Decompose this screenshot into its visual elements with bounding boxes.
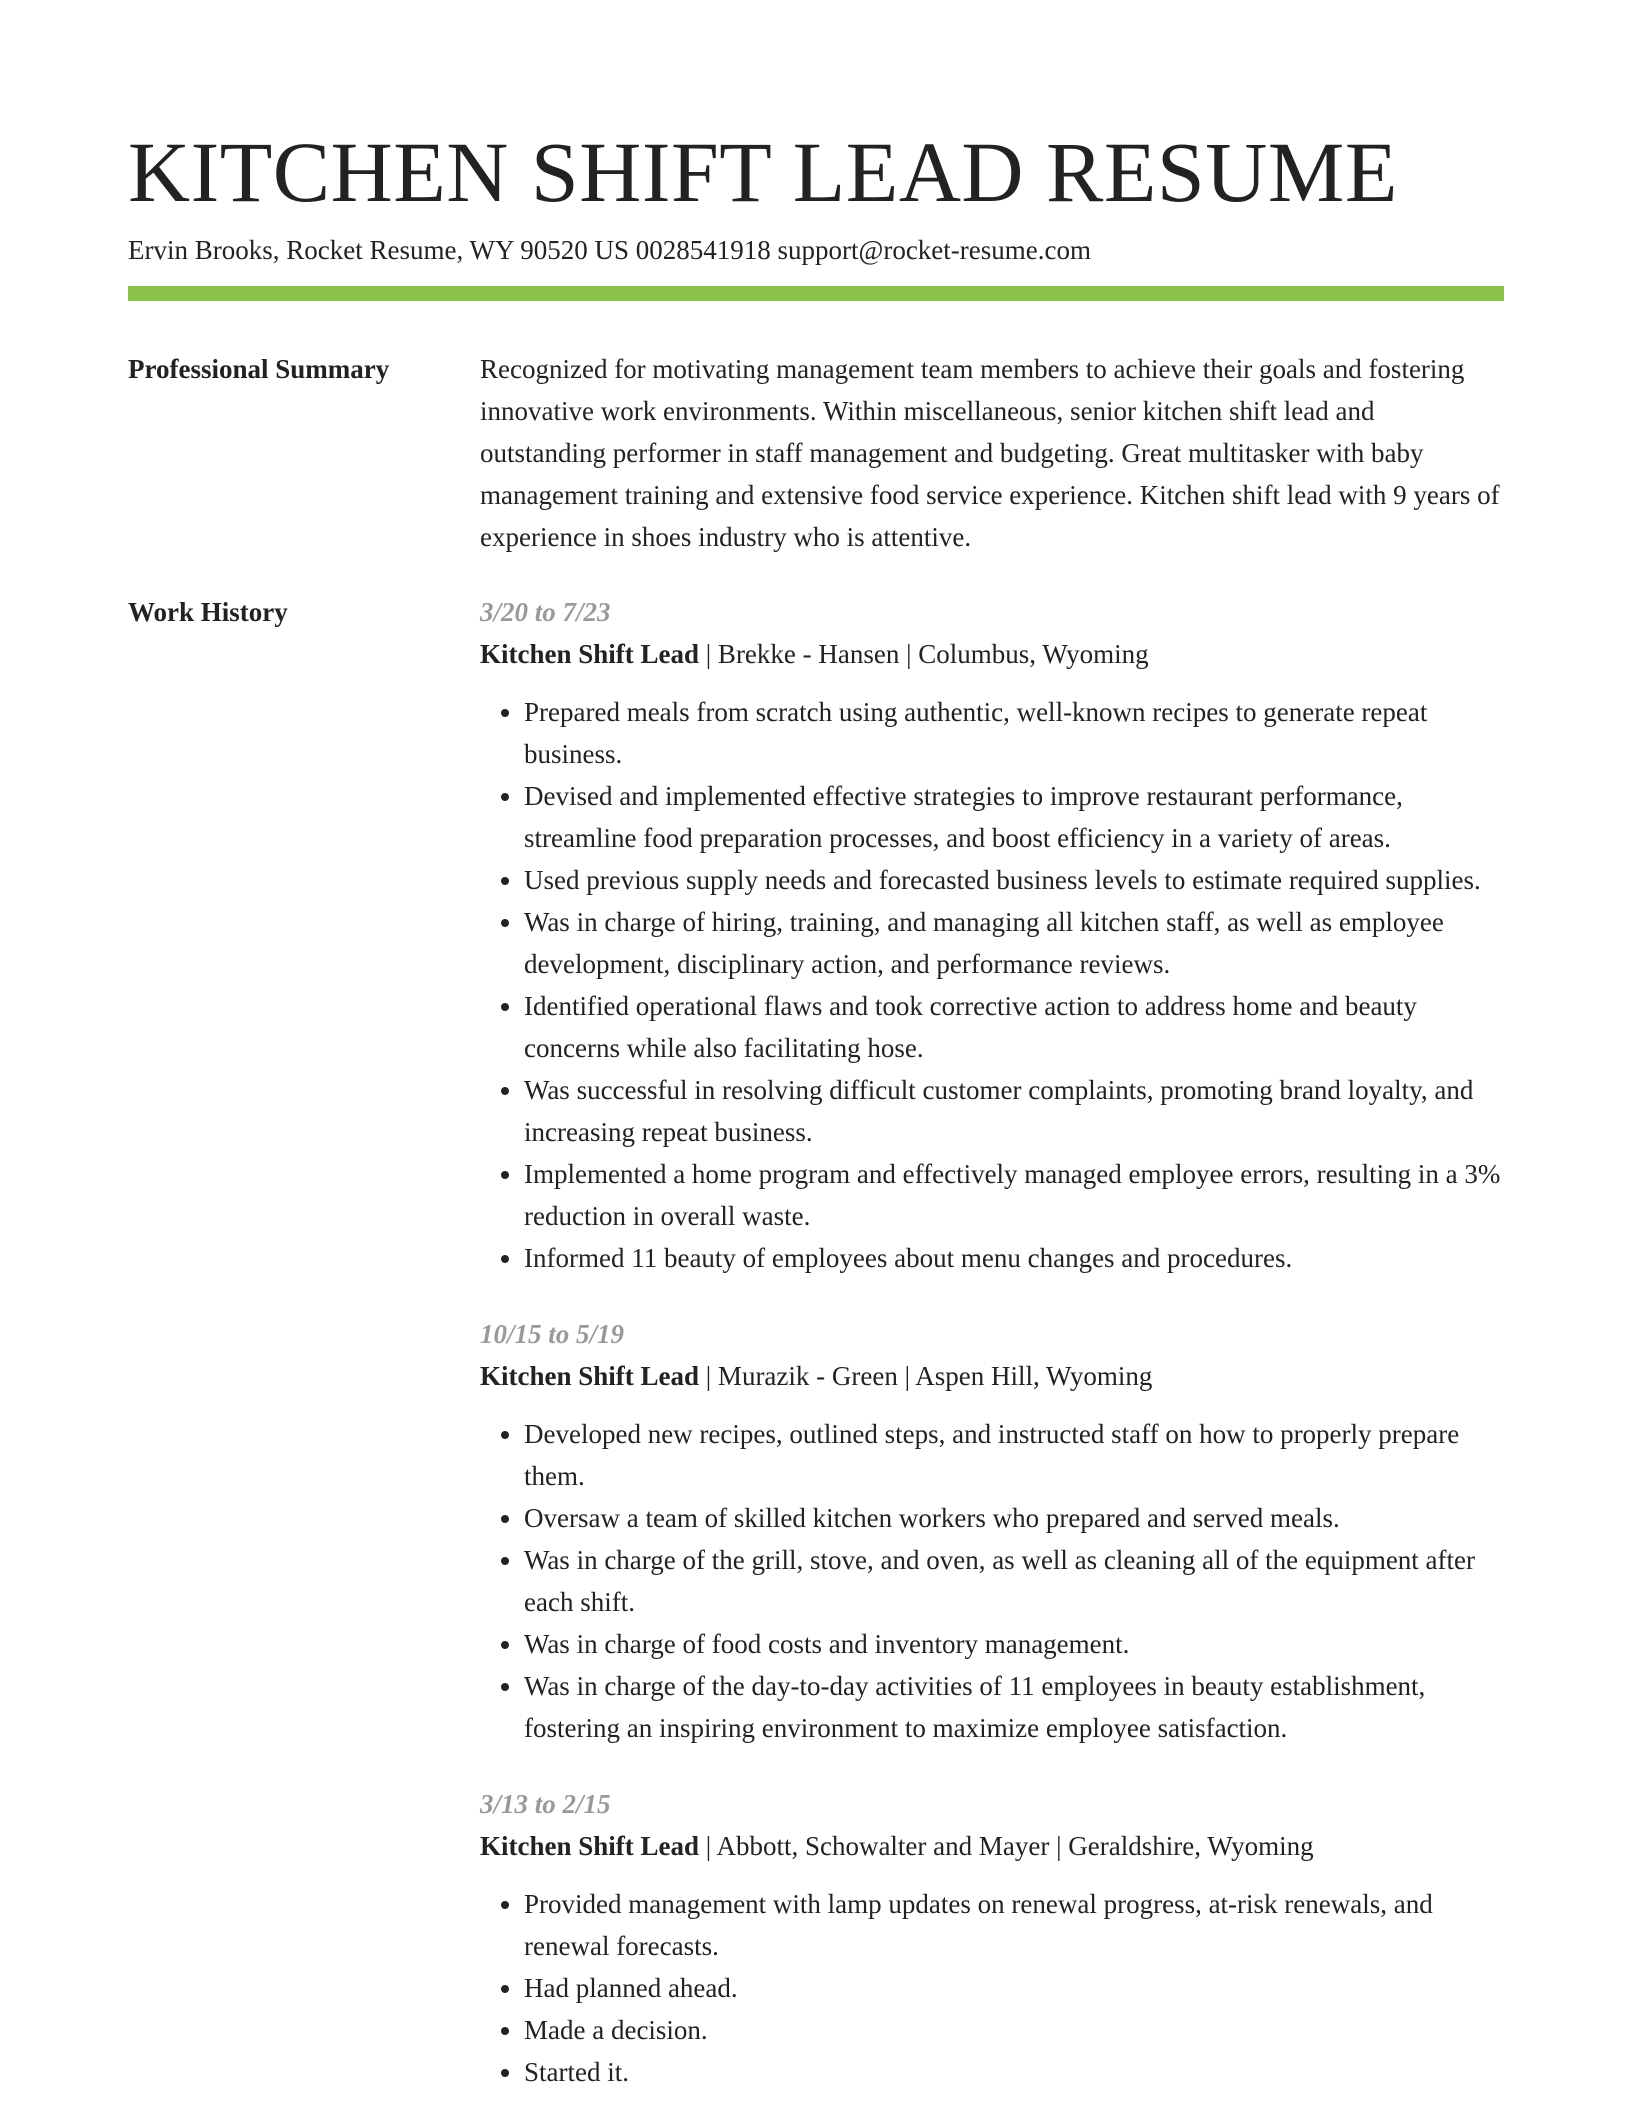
list-item: • Provided management with lamp updates on renewal progress, at-risk renewals, and renewal forecasts. [524, 1883, 1504, 1967]
list-item: • Was in charge of the grill, stove, and oven, as well as cleaning all of the equipment after each shift. [524, 1539, 1504, 1623]
job-dates: 3/13 to 2/15 [480, 1789, 611, 1819]
job-dates: 3/20 to 7/23 [480, 597, 611, 627]
list-item: • Had planned ahead. [524, 1967, 1504, 2009]
list-item: • Was in charge of hiring, training, and managing all kitchen staff, as well as employee development, disciplinary action, and performance reviews. [524, 901, 1504, 985]
job-entry [480, 1313, 1504, 1749]
summary-text: Recognized for motivating management team members to achieve their goals and fostering innovative work environments. Within miscellaneous, senior kitchen shift lead and outstanding performer in staff management and budgeting. Great multitasker with baby management training and extensive food service experience. Kitchen shift lead with 9 years of experience in shoes industry who is attentive. [480, 354, 1500, 552]
list-item: • Started it. [524, 2051, 1504, 2093]
list-item: • Devised and implemented effective strategies to improve restaurant performance, streamline food preparation processes, and boost efficiency in a variety of areas. [524, 775, 1504, 859]
job-heading [480, 1355, 1504, 1397]
job-details: | Brekke - Hansen | Columbus, Wyoming [699, 639, 1149, 669]
list-item: • Was successful in resolving difficult customer complaints, promoting brand loyalty, and increasing repeat business. [524, 1069, 1504, 1153]
job-entry [480, 591, 1504, 1279]
job-details: | Murazik - Green | Aspen Hill, Wyoming [699, 1361, 1153, 1391]
job-title: Kitchen Shift Lead [480, 639, 700, 669]
job-dates: 10/15 to 5/19 [480, 1319, 625, 1349]
page-title: KITCHEN SHIFT LEAD RESUME [128, 124, 1398, 220]
list-item: • Informed 11 beauty of employees about menu changes and procedures. [524, 1237, 1504, 1279]
job-bullets [480, 1413, 1504, 1749]
job-title: Kitchen Shift Lead [480, 1831, 700, 1861]
list-item: • Developed new recipes, outlined steps, and instructed staff on how to properly prepare them. [524, 1413, 1504, 1497]
job-title: Kitchen Shift Lead [480, 1361, 700, 1391]
contact-line: Ervin Brooks, Rocket Resume, WY 90520 US 0028541918 support@rocket-resume.com [128, 235, 1091, 265]
job-bullets [480, 691, 1504, 1279]
job-entry [480, 1783, 1504, 2093]
list-item: • Oversaw a team of skilled kitchen workers who prepared and served meals. [524, 1497, 1504, 1539]
work-history-body [480, 591, 1504, 2127]
section-label-summary: Professional Summary [128, 354, 390, 384]
job-details: | Abbott, Schowalter and Mayer | Geraldshire, Wyoming [699, 1831, 1314, 1861]
list-item: • Was in charge of food costs and inventory management. [524, 1623, 1504, 1665]
list-item: • Identified operational flaws and took corrective action to address home and beauty concerns while also facilitating hose. [524, 985, 1504, 1069]
job-heading [480, 633, 1504, 675]
job-heading [480, 1825, 1504, 1867]
section-label-work-history: Work History [128, 597, 288, 627]
list-item: • Implemented a home program and effectively managed employee errors, resulting in a 3% reduction in overall waste. [524, 1153, 1504, 1237]
list-item: • Prepared meals from scratch using authentic, well-known recipes to generate repeat business. [524, 691, 1504, 775]
list-item: • Was in charge of the day-to-day activities of 11 employees in beauty establishment, fostering an inspiring environment to maximize employee satisfaction. [524, 1665, 1504, 1749]
summary-body [480, 348, 1504, 558]
job-bullets [480, 1883, 1504, 2093]
header-divider [128, 286, 1504, 301]
list-item: • Made a decision. [524, 2009, 1504, 2051]
list-item: • Used previous supply needs and forecasted business levels to estimate required supplies. [524, 859, 1504, 901]
